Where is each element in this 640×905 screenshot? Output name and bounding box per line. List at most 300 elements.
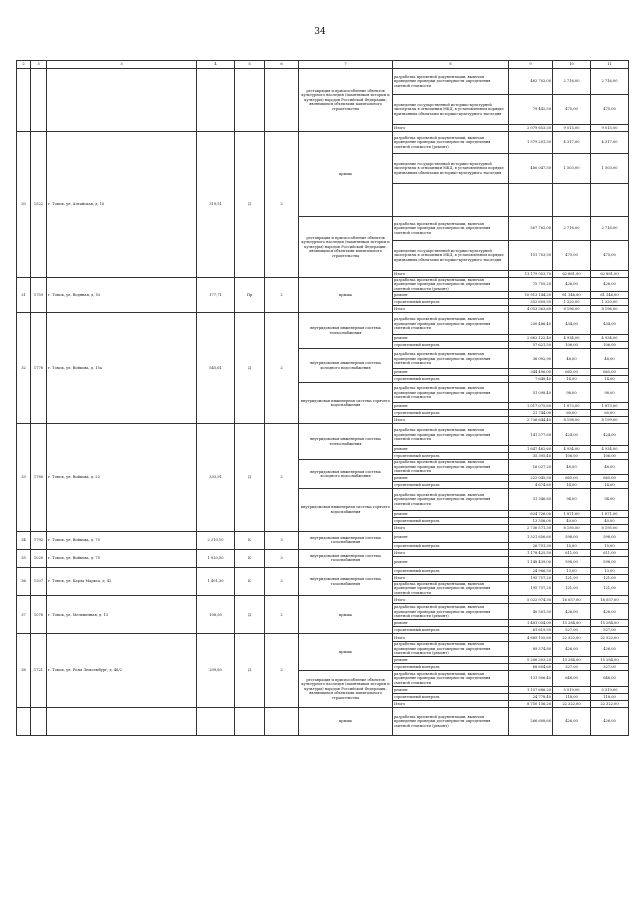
work-detail-cell: строительный контроль <box>393 693 509 700</box>
unit-cost-cell: 4 934,00 <box>553 446 591 453</box>
limit-cost-cell: 14,00 <box>591 481 629 488</box>
work-type-cell: крыша <box>299 278 393 313</box>
col-num-header: 11 <box>591 61 629 69</box>
cost-cell: 195 757,20 <box>509 574 553 581</box>
floors-cell: 2 <box>265 634 299 707</box>
unit-cost-cell: 8 196,00 <box>553 306 591 313</box>
floors-cell <box>265 69 299 132</box>
house-number-cell: 30 <box>17 132 31 278</box>
limit-cost-cell: 8 196,00 <box>591 306 629 313</box>
address-cell: г. Томск, ул. Войкова, д. 15а <box>47 313 197 424</box>
work-detail-cell: разработка проектной документации, включая проведение проверки достоверности определения сметной стоимости <box>393 69 509 95</box>
class-cell <box>235 69 265 132</box>
limit-cost-cell: 426,00 <box>591 642 629 656</box>
unit-cost-cell <box>553 184 591 217</box>
unit-cost-cell: 40,00 <box>553 517 591 524</box>
col-num-header: 5 <box>235 61 265 69</box>
limit-cost-cell: 16 057,00 <box>591 596 629 604</box>
unit-cost-cell: 60,00 <box>553 410 591 417</box>
table-row <box>17 567 629 574</box>
unit-cost-cell: 1 871,00 <box>553 510 591 517</box>
cost-cell: 1 017 075,60 <box>509 403 553 410</box>
work-detail-cell: ремонт <box>393 403 509 410</box>
unit-cost-cell: 1 503,00 <box>553 154 591 184</box>
col-num-header: 8 <box>393 61 509 69</box>
limit-cost-cell: 94,00 <box>591 488 629 510</box>
unit-cost-cell: 5 519,00 <box>553 686 591 693</box>
table-row <box>17 313 629 335</box>
floors-cell <box>265 707 299 735</box>
area-cell: 177,71 <box>197 278 235 313</box>
limit-cost-cell: 61 146,00 <box>591 292 629 299</box>
unit-cost-cell: 15,00 <box>553 542 591 549</box>
cost-cell: 89 374,80 <box>509 642 553 656</box>
cost-cell: 230 486,40 <box>509 313 553 335</box>
work-detail-cell: строительный контроль <box>393 481 509 488</box>
work-detail-cell: Итого <box>393 417 509 424</box>
work-detail-cell: ремонт <box>393 474 509 481</box>
area-cell: 299,80 <box>197 634 235 707</box>
work-detail-cell: Итого <box>393 549 509 556</box>
work-detail-cell: разработка проектной документации, включая проведение проверки достоверности определения сметной стоимости <box>393 383 509 403</box>
house-id-cell: 1522 <box>31 132 47 278</box>
unit-cost-cell: 8 198,00 <box>553 417 591 424</box>
floors-cell: 3 <box>265 549 299 567</box>
work-detail-cell: строительный контроль <box>393 567 509 574</box>
table-row <box>17 596 629 604</box>
house-id-cell <box>31 707 47 735</box>
col-num-header: 4 <box>197 61 235 69</box>
work-detail-cell: разработка проектной документации, включая проведение проверки достоверности определения сметной стоимости (ремонт) <box>393 132 509 154</box>
work-type-cell: внутридомовая инженерная система горячего водоснабжения <box>299 488 393 531</box>
work-type-cell: реставрация и приспособление объектов культурного наследия (памятников истории и культуры) народов Российской Федерации, являющихся объектами капитального строительства <box>299 69 393 132</box>
cost-cell: 51 098,40 <box>509 383 553 403</box>
work-detail-cell: разработка проектной документации, включая проведение проверки достоверности определения сметной стоимости (ремонт) <box>393 642 509 656</box>
table-row <box>17 424 629 446</box>
area-cell: 1 401,30 <box>197 567 235 595</box>
limit-cost-cell: 15 284,00 <box>591 620 629 627</box>
cost-cell: 567 762,00 <box>509 217 553 241</box>
cost-cell: 4 053 563,60 <box>509 306 553 313</box>
unit-cost-cell: 665,00 <box>553 474 591 481</box>
area-cell: 545,61 <box>197 313 235 424</box>
house-number-cell: 35 <box>17 549 31 567</box>
work-detail-cell: ремонт <box>393 531 509 542</box>
work-detail-cell: ремонт <box>393 292 509 299</box>
unit-cost-cell: 48,00 <box>553 349 591 369</box>
floors-cell: 2 <box>265 313 299 424</box>
work-detail-cell: Итого <box>393 306 509 313</box>
limit-cost-cell: 1 871,00 <box>591 510 629 517</box>
work-detail-cell: ремонт <box>393 656 509 663</box>
work-detail-cell: ремонт <box>393 446 509 453</box>
house-id-cell: 1792 <box>31 531 47 549</box>
floors-cell: 2 <box>265 596 299 634</box>
work-type-cell: крыша <box>299 634 393 670</box>
limit-cost-cell: 665,00 <box>591 369 629 376</box>
unit-cost-cell: 475,00 <box>553 241 591 271</box>
work-type-cell: крыша <box>299 596 393 634</box>
cost-cell: 61 619,50 <box>509 627 553 634</box>
address-cell: г. Томск, ул. Мельничная, д. 13 <box>47 596 197 634</box>
unit-cost-cell: 118,00 <box>553 693 591 700</box>
limit-cost-cell: 121,00 <box>591 581 629 595</box>
unit-cost-cell: 424,00 <box>553 424 591 446</box>
work-detail-cell: строительный контроль <box>393 410 509 417</box>
unit-cost-cell: 62 881,00 <box>553 271 591 278</box>
house-number-cell <box>17 707 31 735</box>
limit-cost-cell: 424,00 <box>591 424 629 446</box>
house-number-cell: 31 <box>17 278 31 313</box>
area-cell <box>197 69 235 132</box>
limit-cost-cell: 8 199,00 <box>591 417 629 424</box>
limit-cost-cell: 475,00 <box>591 95 629 125</box>
work-detail-cell: строительный контроль <box>393 517 509 524</box>
work-detail-cell: разработка проектной документации, включая проведение проверки достоверности определения сметной стоимости <box>393 581 509 595</box>
work-detail-cell: строительный контроль <box>393 542 509 549</box>
floors-cell: 2 <box>265 132 299 278</box>
limit-cost-cell: 9 015,00 <box>591 125 629 132</box>
limit-cost-cell: 665,00 <box>591 474 629 481</box>
unit-cost-cell: 98,00 <box>553 383 591 403</box>
cost-cell: 75 705,20 <box>509 278 553 292</box>
cost-cell: 2 662 122,40 <box>509 335 553 342</box>
floors-cell: 3 <box>265 567 299 595</box>
limit-cost-cell: 611,00 <box>591 549 629 556</box>
cost-cell: 16 027,20 <box>509 460 553 474</box>
limit-cost-cell: 40,00 <box>591 517 629 524</box>
limit-cost-cell: 426,00 <box>591 604 629 620</box>
cost-cell: 141 577,60 <box>509 424 553 446</box>
col-num-header: 6 <box>265 61 299 69</box>
work-type-cell: внутридомовая инженерная система теплоснабжения <box>299 424 393 460</box>
col-num-header: 3 <box>47 61 197 69</box>
limit-cost-cell: 1 320,00 <box>591 299 629 306</box>
limit-cost-cell: 118,00 <box>591 693 629 700</box>
work-detail-cell: разработка проектной документации, включая проведение проверки достоверности определения сметной стоимости <box>393 460 509 474</box>
limit-cost-cell: 14,00 <box>591 376 629 383</box>
work-type-cell: внутридомовая инженерная система газоснабжения <box>299 549 393 567</box>
limit-cost-cell: 15 284,00 <box>591 656 629 663</box>
unit-cost-cell: 611,00 <box>553 549 591 556</box>
house-id-cell <box>31 69 47 132</box>
unit-cost-cell: 106,00 <box>553 453 591 460</box>
limit-cost-cell: 327,00 <box>591 663 629 670</box>
limit-cost-cell: 48,00 <box>591 460 629 474</box>
cost-cell: 31 346,60 <box>509 488 553 510</box>
cost-cell: 1 148 439,00 <box>509 556 553 567</box>
cost-cell: 2 736 571,30 <box>509 524 553 531</box>
class-cell: Д <box>235 424 265 531</box>
limit-cost-cell: 598,00 <box>591 556 629 567</box>
address-cell <box>47 707 197 735</box>
work-detail-cell: разработка проектной документации, включая проведение проверки достоверности определения сметной стоимости (ремонт) <box>393 604 509 620</box>
work-detail-cell: Итого <box>393 634 509 642</box>
limit-cost-cell: 1 503,00 <box>591 154 629 184</box>
unit-cost-cell: 665,00 <box>553 369 591 376</box>
work-detail-cell: строительный контроль <box>393 342 509 349</box>
work-type-cell: внутридомовая инженерная система холодного водоснабжения <box>299 349 393 383</box>
cost-cell: 40 501,50 <box>509 604 553 620</box>
cost-cell: 35 395,40 <box>509 453 553 460</box>
house-id-cell: 1207 <box>31 567 47 595</box>
unit-cost-cell: 94,00 <box>553 488 591 510</box>
unit-cost-cell: 48,00 <box>553 460 591 474</box>
class-cell: Д <box>235 634 265 707</box>
address-cell: г. Томск, ул. Розы Люксембург, д. 46/2 <box>47 634 197 707</box>
unit-cost-cell: 9 015,00 <box>553 125 591 132</box>
limit-cost-cell: 8 195,00 <box>591 524 629 531</box>
house-id-cell: 1076 <box>31 596 47 634</box>
cost-cell: 195 757,20 <box>509 581 553 595</box>
cost-cell: 24 778,40 <box>509 693 553 700</box>
unit-cost-cell: 4 317,00 <box>553 132 591 154</box>
work-detail-cell: строительный контроль <box>393 627 509 634</box>
col-num-header: 9 <box>509 61 553 69</box>
work-detail-cell: Итого <box>393 524 509 531</box>
work-detail-cell: строительный контроль <box>393 453 509 460</box>
limit-cost-cell: 598,00 <box>591 531 629 542</box>
house-id-cell: 1778 <box>31 313 47 424</box>
work-detail-cell: ремонт <box>393 335 509 342</box>
cost-cell: 1 178 425,50 <box>509 549 553 556</box>
work-detail-cell: разработка проектной документации, включая проведение проверки достоверности определения сметной стоимости <box>393 670 509 686</box>
address-cell: г. Томск, ул. Карла Маркса, д. 42 <box>47 567 197 595</box>
work-type-cell: крыша <box>299 132 393 217</box>
work-detail-cell: ремонт <box>393 556 509 567</box>
unit-cost-cell: 106,00 <box>553 342 591 349</box>
cost-cell <box>509 184 553 217</box>
area-cell: 319,51 <box>197 132 235 278</box>
cost-cell: 1 157 686,20 <box>509 686 553 693</box>
limit-cost-cell: 2 716,00 <box>591 217 629 241</box>
class-cell: Д <box>235 313 265 424</box>
area-cell: 333,91 <box>197 424 235 531</box>
work-type-cell: внутридомовая инженерная система горячего водоснабжения <box>299 383 393 424</box>
house-number-cell: 38 <box>17 634 31 707</box>
limit-cost-cell: 62 881,00 <box>591 271 629 278</box>
table-row <box>17 278 629 292</box>
limit-cost-cell <box>591 184 629 217</box>
unit-cost-cell: 527,00 <box>553 627 591 634</box>
area-cell <box>197 707 235 735</box>
cost-cell: 68 604,60 <box>509 663 553 670</box>
work-detail-cell: проведение государственной историко-культурной экспертизы в отношении МКД, в установленном порядке признанных объектами историко-культурного наследия <box>393 241 509 271</box>
unit-cost-cell: 121,00 <box>553 581 591 595</box>
repair-program-table <box>16 60 629 736</box>
work-detail-cell: разработка проектной документации, включая проведение проверки достоверности определения сметной стоимости <box>393 349 509 369</box>
cost-cell: 5 206 303,20 <box>509 656 553 663</box>
work-detail-cell: разработка проектной документации, включая проведение проверки достоверности определения сметной стоимости <box>393 424 509 446</box>
address-cell: г. Томск, ул. Водяная, д. 53 <box>47 278 197 313</box>
work-detail-cell: разработка проектной документации, включая проведение проверки достоверности определения сметной стоимости (ремонт) <box>393 707 509 735</box>
unit-cost-cell: 2 716,00 <box>553 217 591 241</box>
cost-cell: 151 703,50 <box>509 241 553 271</box>
area-cell: 1 920,50 <box>197 549 235 567</box>
unit-cost-cell: 61 146,00 <box>553 292 591 299</box>
cost-cell: 4 685 155,60 <box>509 634 553 642</box>
unit-cost-cell: 14,00 <box>553 376 591 383</box>
work-detail-cell: ремонт <box>393 620 509 627</box>
area-cell: 2 210,10 <box>197 531 235 549</box>
cost-cell: 26 751,30 <box>509 542 553 549</box>
cost-cell: 266 608,60 <box>509 707 553 735</box>
address-cell: г. Томск, ул. Войкова, д. 22 <box>47 424 197 531</box>
work-detail-cell: ремонт <box>393 686 509 693</box>
limit-cost-cell: 426,00 <box>591 707 629 735</box>
unit-cost-cell: 121,00 <box>553 574 591 581</box>
address-cell: г. Томск, ул. Алтайская, д. 10 <box>47 132 197 278</box>
cost-cell: 10 913 144,20 <box>509 292 553 299</box>
limit-cost-cell: 22 322,00 <box>591 700 629 707</box>
house-number-cell <box>17 69 31 132</box>
unit-cost-cell: 598,00 <box>553 556 591 567</box>
work-detail-cell: строительный контроль <box>393 299 509 306</box>
table-row <box>17 549 629 556</box>
cost-cell: 222 045,50 <box>509 474 553 481</box>
house-number-cell: 37 <box>17 596 31 634</box>
work-type-cell: внутридомовая инженерная система теплоснабжения <box>299 313 393 349</box>
work-detail-cell: Итого <box>393 271 509 278</box>
work-detail-cell: ремонт <box>393 369 509 376</box>
work-detail-cell: Итого <box>393 574 509 581</box>
table-row <box>17 531 629 542</box>
unit-cost-cell: 13,00 <box>553 567 591 574</box>
table-row <box>17 69 629 95</box>
address-cell <box>47 69 197 132</box>
work-detail-cell: проведение государственной историко-культурной экспертизы в отношении МКД, в установленном порядке признанных объектами историко-культурного наследия <box>393 154 509 184</box>
floors-cell: 2 <box>265 424 299 531</box>
work-detail-cell: разработка проектной документации, включая проведение проверки достоверности определения сметной стоимости <box>393 313 509 335</box>
limit-cost-cell: 434,00 <box>591 313 629 335</box>
col-num-header: 2 <box>17 61 31 69</box>
cost-cell: 8 750 156,20 <box>509 700 553 707</box>
unit-cost-cell: 22 322,00 <box>553 700 591 707</box>
limit-cost-cell: 98,00 <box>591 383 629 403</box>
limit-cost-cell: 106,00 <box>591 342 629 349</box>
unit-cost-cell: 4 934,00 <box>553 335 591 342</box>
work-detail-cell: разработка проектной документации, включая проведение проверки достоверности определения сметной стоимости <box>393 488 509 510</box>
table-row <box>17 132 629 154</box>
area-cell: 108,50 <box>197 596 235 634</box>
limit-cost-cell: 2 716,00 <box>591 69 629 95</box>
unit-cost-cell: 1 320,00 <box>553 299 591 306</box>
unit-cost-cell: 426,00 <box>553 642 591 656</box>
house-number-cell: 34 <box>17 531 31 549</box>
house-number-cell: 36 <box>17 567 31 595</box>
table-row <box>17 707 629 735</box>
cost-cell: 2 079 653,50 <box>509 125 553 132</box>
house-number-cell: 33 <box>17 424 31 531</box>
cost-cell: 344 496,00 <box>509 369 553 376</box>
cost-cell: 1 321 656,60 <box>509 531 553 542</box>
unit-cost-cell: 15 284,00 <box>553 656 591 663</box>
cost-cell: 13 356,00 <box>509 517 553 524</box>
unit-cost-cell: 426,00 <box>553 604 591 620</box>
unit-cost-cell: 2 716,00 <box>553 69 591 95</box>
limit-cost-cell: 48,00 <box>591 349 629 369</box>
unit-cost-cell: 327,00 <box>553 663 591 670</box>
cost-cell: 79 442,50 <box>509 95 553 125</box>
cost-cell: 36 092,90 <box>509 349 553 369</box>
house-id-cell: 1721 <box>31 634 47 707</box>
cost-cell: 462 702,00 <box>509 69 553 95</box>
class-cell: Д <box>235 596 265 634</box>
limit-cost-cell: 13,00 <box>591 567 629 574</box>
table-row <box>17 634 629 642</box>
col-num-header: 3 <box>31 61 47 69</box>
limit-cost-cell: 4 934,00 <box>591 335 629 342</box>
house-id-cell: 1759 <box>31 278 47 313</box>
work-detail-cell: Итого <box>393 596 509 604</box>
work-detail-cell: строительный контроль <box>393 376 509 383</box>
unit-cost-cell: 475,00 <box>553 95 591 125</box>
unit-cost-cell: 426,00 <box>553 278 591 292</box>
unit-cost-cell: 1 873,00 <box>553 403 591 410</box>
cost-cell: 131 906,40 <box>509 670 553 686</box>
work-detail-cell: разработка проектной документации, включая проведение проверки достоверности определения сметной стоимости (ремонт) <box>393 278 509 292</box>
limit-cost-cell: 121,00 <box>591 574 629 581</box>
house-id-cell: 1020 <box>31 549 47 567</box>
unit-cost-cell: 426,00 <box>553 707 591 735</box>
table-body <box>17 61 629 736</box>
unit-cost-cell: 14,00 <box>553 481 591 488</box>
work-detail-cell: ремонт <box>393 510 509 517</box>
limit-cost-cell: 648,00 <box>591 670 629 686</box>
work-detail-cell: разработка проектной документации, включая проведение проверки достоверности определения сметной стоимости <box>393 217 509 241</box>
class-cell: К <box>235 531 265 549</box>
work-detail-cell: проведение государственной историко-культурной экспертизы в отношении МКД, в установленном порядке признанных объектами историко-культурного наследия <box>393 95 509 125</box>
cost-cell: 624 726,00 <box>509 510 553 517</box>
work-type-cell: внутридомовая инженерная система газоснабжения <box>299 567 393 595</box>
limit-cost-cell: 475,00 <box>591 241 629 271</box>
unit-cost-cell: 598,00 <box>553 531 591 542</box>
cost-cell: 1 579 201,50 <box>509 132 553 154</box>
col-num-header: 10 <box>553 61 591 69</box>
work-type-cell: крыша <box>299 707 393 735</box>
limit-cost-cell: 426,00 <box>591 278 629 292</box>
page-number: 34 <box>314 27 326 37</box>
cost-cell: 1 647 462,60 <box>509 446 553 453</box>
work-type-cell: внутридомовая инженерная система холодного водоснабжения <box>299 460 393 488</box>
limit-cost-cell: 106,00 <box>591 453 629 460</box>
limit-cost-cell: 4 317,00 <box>591 132 629 154</box>
cost-cell: 7 648,40 <box>509 376 553 383</box>
limit-cost-cell: 60,00 <box>591 410 629 417</box>
cost-cell: 4 674,60 <box>509 481 553 488</box>
work-detail-cell: Итого <box>393 125 509 132</box>
work-type-cell: внутридомовая инженерная система газоснабжения <box>299 531 393 549</box>
column-number-row <box>17 61 629 69</box>
cost-cell: 480 047,50 <box>509 154 553 184</box>
limit-cost-cell: 527,00 <box>591 627 629 634</box>
cost-cell: 352 609,50 <box>509 299 553 306</box>
work-detail-cell: строительный контроль <box>393 663 509 670</box>
work-type-cell: реставрация и приспособление объектов культурного наследия (памятников истории и культуры) народов Российской Федерации, являющихся объектами капитального строительства <box>299 217 393 278</box>
cost-cell: 5 022 974,30 <box>509 596 553 604</box>
col-num-header: 7 <box>299 61 393 69</box>
cost-cell: 11 179 953,70 <box>509 271 553 278</box>
address-cell: г. Томск, ул. Войкова, д. 75 <box>47 549 197 567</box>
limit-cost-cell: 1 873,00 <box>591 403 629 410</box>
cost-cell: 1 481 054,00 <box>509 620 553 627</box>
unit-cost-cell: 15 284,00 <box>553 620 591 627</box>
unit-cost-cell: 16 057,00 <box>553 596 591 604</box>
unit-cost-cell: 434,00 <box>553 313 591 335</box>
cost-cell: 24 966,50 <box>509 567 553 574</box>
work-type-cell: реставрация и приспособление объектов культурного наследия (памятников истории и культуры) народов Российской Федерации, являющихся объектами капитального строительства <box>299 670 393 707</box>
unit-cost-cell: 22 522,00 <box>553 634 591 642</box>
